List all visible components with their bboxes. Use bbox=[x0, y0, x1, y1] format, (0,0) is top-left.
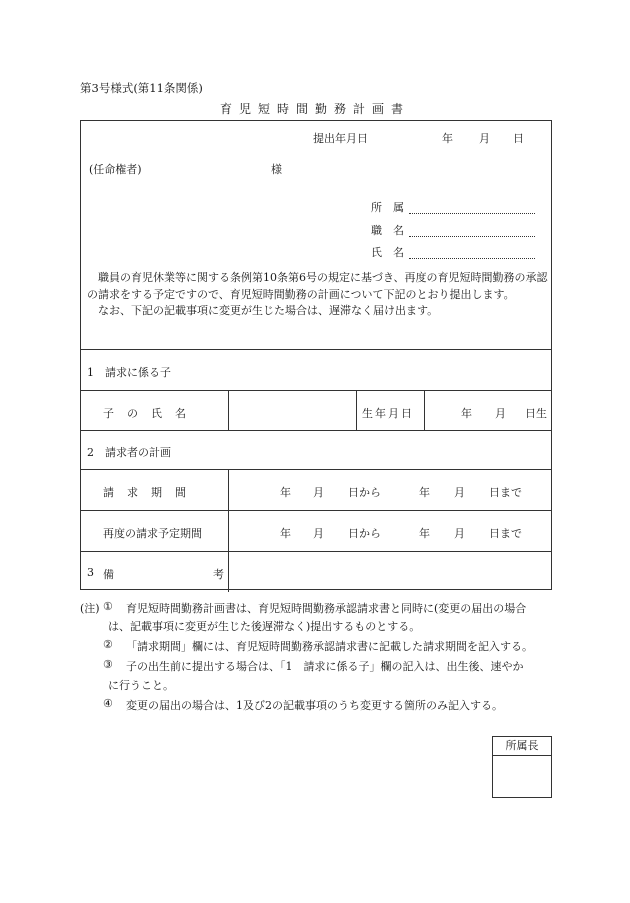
reapply-from-day-field[interactable]: 日から bbox=[348, 527, 381, 540]
affiliation-label: 所 属 bbox=[371, 201, 404, 214]
statement-main: 職員の育児休業等に関する条例第10条第6号の規定に基づき、再度の育児短時間勤務の承認の請求をする予定ですので、育児短時間勤務の計画について下記のとおり提出します。 bbox=[87, 271, 548, 301]
remarks-label: 備 bbox=[103, 568, 114, 581]
divider bbox=[356, 390, 357, 430]
statement-change-notice: なお、下記の記載事項に変更が生じた場合は、遅滞なく届け出ます。 bbox=[98, 304, 439, 317]
name-field[interactable] bbox=[409, 258, 535, 259]
request-from-year-field[interactable]: 年 bbox=[280, 486, 291, 499]
divider bbox=[81, 469, 551, 470]
divider bbox=[424, 390, 425, 430]
divider bbox=[81, 430, 551, 431]
birthdate-year-field[interactable]: 年 bbox=[461, 407, 472, 420]
form-number: 第3号様式(第11条関係) bbox=[80, 81, 203, 95]
form-table bbox=[80, 120, 552, 590]
divider bbox=[81, 349, 551, 350]
note-text: は、記載事項に変更が生じた後遅滞なく)提出するものとする。 bbox=[108, 620, 421, 633]
child-name-label: 子 の 氏 名 bbox=[103, 407, 187, 420]
note-text: 「請求期間」欄には、育児短時間勤務承認請求書に記載した請求期間を記入する。 bbox=[126, 640, 533, 653]
supervisor-seal-field[interactable] bbox=[493, 756, 551, 798]
reapply-to-day-field[interactable]: 日まで bbox=[489, 527, 522, 540]
birthdate-month-field[interactable]: 月 bbox=[495, 407, 506, 420]
addressee-label: (任命権者) bbox=[89, 163, 142, 176]
honorific-label: 様 bbox=[271, 163, 282, 176]
birthdate-day-field[interactable]: 日生 bbox=[525, 407, 547, 420]
request-to-year-field[interactable]: 年 bbox=[419, 486, 430, 499]
request-period-label: 請 求 期 間 bbox=[103, 486, 187, 499]
planned-reapply-period-label: 再度の請求予定期間 bbox=[103, 527, 202, 540]
request-from-month-field[interactable]: 月 bbox=[313, 486, 324, 499]
position-label: 職 名 bbox=[371, 224, 404, 237]
position-field[interactable] bbox=[409, 236, 535, 237]
divider bbox=[81, 510, 551, 511]
remarks-field[interactable] bbox=[229, 552, 551, 589]
section2-heading: 2 請求者の計画 bbox=[87, 446, 171, 459]
submission-month-field[interactable]: 月 bbox=[479, 132, 490, 145]
document-title: 育児短時間勤務計画書 bbox=[219, 102, 410, 116]
section1-heading: 1 請求に係る子 bbox=[87, 366, 171, 379]
affiliation-field[interactable] bbox=[409, 213, 535, 214]
note-marker: ① bbox=[103, 600, 113, 613]
reapply-to-month-field[interactable]: 月 bbox=[454, 527, 465, 540]
submission-date-label: 提出年月日 bbox=[313, 132, 368, 145]
note-marker: ② bbox=[103, 638, 113, 651]
child-name-field[interactable] bbox=[229, 391, 356, 429]
request-from-day-field[interactable]: 日から bbox=[348, 486, 381, 499]
note-marker: ③ bbox=[103, 658, 113, 671]
notes-prefix: (注) bbox=[80, 602, 100, 615]
request-to-month-field[interactable]: 月 bbox=[454, 486, 465, 499]
reapply-to-year-field[interactable]: 年 bbox=[419, 527, 430, 540]
remarks-label: 考 bbox=[213, 568, 224, 581]
note-marker: ④ bbox=[103, 697, 113, 710]
supervisor-approval-box bbox=[492, 736, 552, 798]
statement-paragraph bbox=[87, 270, 549, 320]
note-text: 変更の届出の場合は、1及び2の記載事項のうち変更する箇所のみ記入する。 bbox=[126, 699, 503, 712]
reapply-from-month-field[interactable]: 月 bbox=[313, 527, 324, 540]
name-label: 氏 名 bbox=[371, 246, 404, 259]
reapply-from-year-field[interactable]: 年 bbox=[280, 527, 291, 540]
note-text: に行うこと。 bbox=[108, 679, 174, 692]
note-text: 子の出生前に提出する場合は、「1 請求に係る子」欄の記入は、出生後、速やか bbox=[126, 660, 524, 673]
supervisor-label: 所属長 bbox=[493, 737, 551, 756]
submission-year-field[interactable]: 年 bbox=[442, 132, 453, 145]
section3-number: 3 bbox=[87, 566, 94, 579]
birthdate-label: 生年月日 bbox=[362, 407, 414, 420]
request-to-day-field[interactable]: 日まで bbox=[489, 486, 522, 499]
submission-day-field[interactable]: 日 bbox=[513, 132, 524, 145]
note-text: 育児短時間勤務計画書は、育児短時間勤務承認請求書と同時に(変更の届出の場合 bbox=[126, 602, 527, 615]
